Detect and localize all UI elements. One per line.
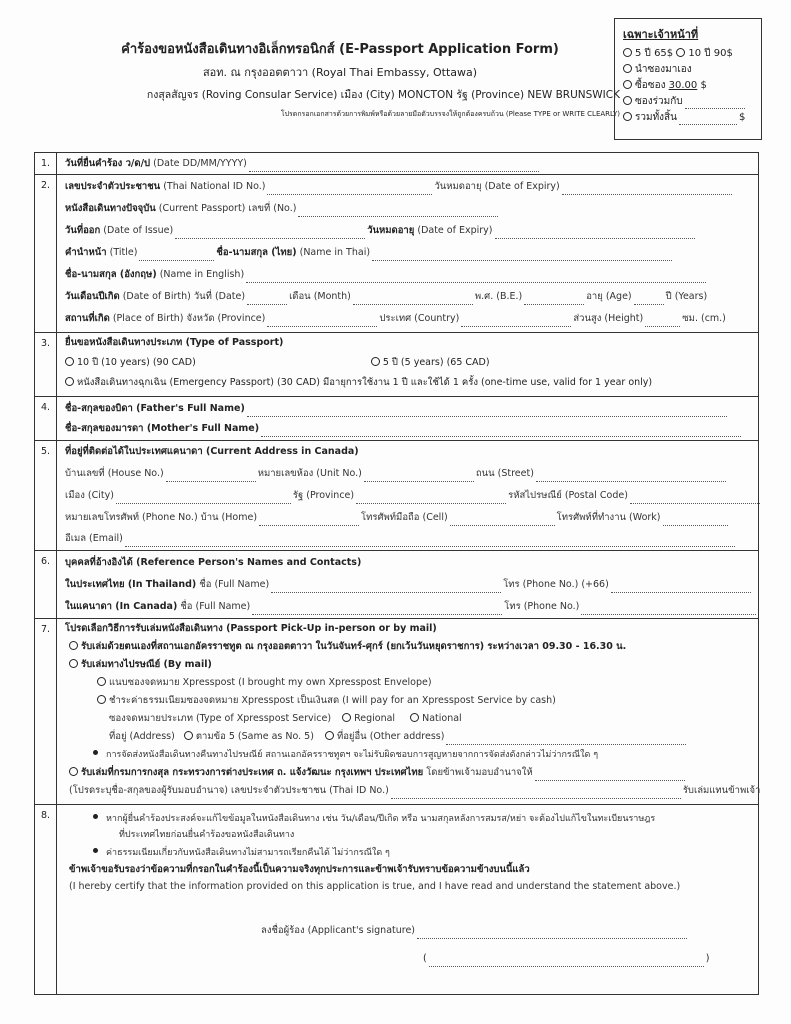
signature-label: ลงชื่อผู้ร้อง (Applicant's signature) bbox=[261, 925, 416, 936]
unit-field[interactable] bbox=[364, 470, 474, 482]
pay-xpresspost-label: ชำระค่าธรรมเนียมซองจดหมาย Xpresspost เป็นเงินสด (I will pay for an Xpresspost Service by cash) bbox=[109, 695, 556, 706]
height-field[interactable] bbox=[645, 315, 680, 327]
total-unit: $ bbox=[739, 112, 746, 123]
dob-day-field[interactable] bbox=[247, 293, 287, 305]
application-form bbox=[34, 152, 759, 995]
pay-xpresspost-radio[interactable] bbox=[97, 695, 106, 704]
own-envelope-radio[interactable] bbox=[623, 64, 632, 73]
mail-disclaimer: การจัดส่งหนังสือเดินทางคืนทางไปรษณีย์ สถานเอกอัครราชทูตฯ จะไม่รับผิดชอบการสูญหายจากการจัดส่งดังกล่าวไม่ว่ากรณีใด ๆ bbox=[106, 750, 599, 760]
passport-expiry-label: วันหมดอายุ bbox=[367, 225, 415, 236]
province-field[interactable] bbox=[356, 492, 506, 504]
house-field[interactable] bbox=[166, 470, 256, 482]
note-1: หากผู้ยื่นคำร้องประสงค์จะแก้ไขข้อมูลในหนังสือเดินทาง เช่น วัน/เดือน/ปีเกิด หรือ นามสกุลหลังการสมรส/หย่า จะต้องไปแก้ไขในทะเบียนราษฎร bbox=[106, 814, 656, 824]
buy-envelope-radio[interactable] bbox=[623, 80, 632, 89]
issue-date-en: (Date of Issue) bbox=[103, 225, 174, 236]
title-label: คำนำหน้า bbox=[65, 247, 107, 258]
type-emergency-radio[interactable] bbox=[65, 377, 74, 386]
buy-envelope-amount: 30.00 bbox=[668, 80, 698, 91]
application-date-label: วันที่ยื่นคำร้อง ว/ด/ป bbox=[65, 158, 151, 169]
dob-year-field[interactable] bbox=[524, 293, 584, 305]
national-id-label: เลขประจำตัวประชาชน bbox=[65, 181, 161, 192]
printed-name-field[interactable] bbox=[429, 955, 704, 967]
other-address-field[interactable] bbox=[446, 733, 686, 745]
name-english-label: ชื่อ-นามสกุล (อังกฤษ) bbox=[65, 269, 157, 280]
years-label: ปี (Years) bbox=[665, 291, 708, 302]
name-english-field[interactable] bbox=[246, 271, 706, 283]
own-xpresspost-label: แนบซองจดหมาย Xpresspost (I brought my own Xpresspost Envelope) bbox=[109, 677, 432, 688]
buy-envelope-unit: $ bbox=[700, 80, 707, 91]
home-phone-field[interactable] bbox=[259, 514, 359, 526]
bullet-icon bbox=[93, 814, 98, 819]
national-id-field[interactable] bbox=[267, 183, 432, 195]
ref-canada-name-field[interactable] bbox=[252, 603, 502, 615]
bullet-icon bbox=[93, 750, 98, 755]
ref-canada-phone-label: โทร (Phone No.) bbox=[504, 601, 580, 612]
reference-label: บุคคลที่อ้างอิงได้ (Reference Person's Names and Contacts) bbox=[65, 557, 362, 568]
street-field[interactable] bbox=[536, 470, 726, 482]
name-thai-en: (Name in Thai) bbox=[299, 247, 371, 258]
country-field[interactable] bbox=[461, 315, 571, 327]
type-10yr-radio[interactable] bbox=[65, 357, 74, 366]
national-label: National bbox=[422, 713, 462, 724]
shared-envelope-radio[interactable] bbox=[623, 96, 632, 105]
current-passport-en: (Current Passport) เลขที่ (No.) bbox=[158, 203, 297, 214]
dob-month-label: เดือน (Month) bbox=[289, 291, 351, 302]
ref-thailand-name-label: ชื่อ (Full Name) bbox=[199, 579, 270, 590]
section-2 bbox=[35, 175, 758, 333]
dob-label: วันเดือนปีเกิด bbox=[65, 291, 120, 302]
fee-5yr-radio[interactable] bbox=[623, 48, 632, 57]
father-name-label: ชื่อ-สกุลของบิดา (Father's Full Name) bbox=[65, 403, 245, 414]
office-use-heading: เฉพาะเจ้าหน้าที่ bbox=[623, 28, 699, 41]
title-en: (Title) bbox=[109, 247, 138, 258]
home-phone-label: หมายเลขโทรศัพท์ (Phone No.) บ้าน (Home) bbox=[65, 512, 258, 523]
form-header bbox=[60, 38, 620, 120]
shared-envelope-label: ซองร่วมกับ bbox=[635, 96, 683, 107]
fill-instruction: โปรดกรอกเอกสารด้วยการพิมพ์หรือด้วยลายมือตัวบรรจงให้ถูกต้องครบถ้วน (Please TYPE or WRITE CLEARLY) bbox=[280, 110, 620, 118]
bullet-icon bbox=[93, 848, 98, 853]
own-xpresspost-radio[interactable] bbox=[97, 677, 106, 686]
proxy-pickup-label: รับเล่มแทนข้าพเจ้า bbox=[682, 785, 761, 796]
passport-expiry-field[interactable] bbox=[495, 227, 695, 239]
cell-label: โทรศัพท์มือถือ (Cell) bbox=[361, 512, 448, 523]
ref-thailand-phone-label: โทร (Phone No.) (+66) bbox=[503, 579, 609, 590]
total-field[interactable] bbox=[679, 113, 737, 125]
total-label: รวมทั้งสิ้น bbox=[635, 112, 677, 123]
type-5yr-radio[interactable] bbox=[371, 357, 380, 366]
fee-5yr-label: 5 ปี 65$ bbox=[635, 48, 674, 59]
dob-year-label: พ.ศ. (B.E.) bbox=[474, 291, 523, 302]
province-label: รัฐ (Province) bbox=[292, 490, 355, 501]
same-address-label: ตามข้อ 5 (Same as No. 5) bbox=[195, 731, 314, 742]
type-5yr-label: 5 ปี (5 years) (65 CAD) bbox=[382, 357, 490, 368]
email-field[interactable] bbox=[125, 535, 735, 547]
section-8: 8. หากผู้ยื่นคำร้องประสงค์จะแก้ไขข้อมูลในหนังสือเดินทาง เช่น วัน/เดือน/ปีเกิด หรือ นามสกุลหลังการสมรส/หย่า จะต้องไปแก้ไขในทะเบียนราษฎร ที่ประเทศไทยก่อนยื่นคำร้องขอหนังสือเดินทาง ค่าธรรมเนียมเกี่ยวกับหนังสือเดินทางไม่สามารถเรียกคืนได้ ไม่ว่ากรณีใด ๆ ข้าพเจ้าขอรับรองว่าข้อความที่กรอกในคำร้องนี้เป็นความจริงทุกประการและข้าพเจ้ารับทราบข้อความข้างบนนี้แล้ว (I hereby certify that the information provided on this application is true, and I have read and understand the statement above.) ลงชื่อผู้ร้อง (Applicant's signature) ( ) bbox=[35, 805, 758, 994]
work-phone-field[interactable] bbox=[663, 514, 728, 526]
age-field[interactable] bbox=[634, 293, 664, 305]
section-number: 5. bbox=[35, 441, 57, 550]
section-number: 3. bbox=[35, 333, 57, 396]
section-number: 7. bbox=[35, 619, 57, 804]
name-english-en: (Name in English) bbox=[159, 269, 245, 280]
buy-envelope-label: ซื้อซอง bbox=[635, 80, 666, 91]
section-number: 8. bbox=[35, 805, 57, 994]
proxy-id-label: (โปรดระบุชื่อ-สกุลของผู้รับมอบอำนาจ) เลขประจำตัวประชาชน (Thai ID No.) bbox=[69, 785, 389, 796]
pob-province-field[interactable] bbox=[267, 315, 377, 327]
env-type-label: ซองจดหมายประเภท (Type of Xpresspost Service) bbox=[109, 713, 332, 724]
age-label: อายุ (Age) bbox=[586, 291, 632, 302]
fee-10yr-label: 10 ปี 90$ bbox=[688, 48, 733, 59]
email-label: อีเมล (Email) bbox=[65, 533, 123, 544]
section-5 bbox=[35, 441, 758, 551]
mother-name-field[interactable] bbox=[261, 425, 741, 437]
cell-field[interactable] bbox=[450, 514, 555, 526]
embassy-name: สอท. ณ กรุงออตตาวา (Royal Thai Embassy, Ottawa) bbox=[202, 66, 478, 79]
fee-10yr-radio[interactable] bbox=[676, 48, 685, 57]
issue-date-label: วันที่ออก bbox=[65, 225, 101, 236]
id-expiry-field[interactable] bbox=[562, 183, 732, 195]
name-thai-field[interactable] bbox=[372, 249, 672, 261]
certify-thai: ข้าพเจ้าขอรับรองว่าข้อความที่กรอกในคำร้องนี้เป็นความจริงทุกประการและข้าพเจ้ารับทราบข้อความข้างบนนี้แล้ว bbox=[69, 864, 530, 875]
section-number: 2. bbox=[35, 175, 57, 332]
regional-label: Regional bbox=[354, 713, 396, 724]
dob-en: (Date of Birth) วันที่ (Date) bbox=[122, 291, 246, 302]
issue-date-field[interactable] bbox=[175, 227, 365, 239]
proxy-name-field[interactable] bbox=[535, 769, 685, 781]
cm-label: ซม. (cm.) bbox=[682, 313, 726, 324]
other-address-label: ที่อยู่อื่น (Other address) bbox=[336, 731, 445, 742]
type-10yr-label: 10 ปี (10 years) (90 CAD) bbox=[77, 357, 196, 368]
application-date-field[interactable] bbox=[249, 160, 539, 172]
total-radio[interactable] bbox=[623, 112, 632, 121]
type-emergency-label: หนังสือเดินทางฉุกเฉิน (Emergency Passport) (30 CAD) มีอายุการใช้งาน 1 ปี และใช้ได้ 1 ครั้ง (one-time use, valid for 1 year only) bbox=[77, 377, 653, 388]
section-number: 4. bbox=[35, 397, 57, 440]
office-use-box bbox=[614, 18, 762, 140]
pickup-mail-label: รับเล่มทางไปรษณีย์ (By mail) bbox=[81, 659, 212, 670]
application-date-en: (Date DD/MM/YYYY) bbox=[153, 158, 247, 169]
height-label: ส่วนสูง (Height) bbox=[573, 313, 644, 324]
current-passport-field[interactable] bbox=[298, 205, 498, 217]
pob-label: สถานที่เกิด bbox=[65, 313, 110, 324]
note-1-cont: ที่ประเทศไทยก่อนยื่นคำร้องขอหนังสือเดินทาง bbox=[119, 830, 295, 840]
section-4 bbox=[35, 397, 758, 441]
ref-canada-phone-field[interactable] bbox=[581, 603, 756, 615]
national-id-en: (Thai National ID No.) bbox=[163, 181, 266, 192]
city-label: เมือง (City) bbox=[65, 490, 114, 501]
mail-address-label: ที่อยู่ (Address) bbox=[109, 731, 175, 742]
national-radio[interactable] bbox=[410, 713, 419, 722]
section-7 bbox=[35, 619, 761, 805]
country-label: ประเทศ (Country) bbox=[379, 313, 460, 324]
pickup-label: โปรดเลือกวิธีการรับเล่มหนังสือเดินทาง (Passport Pick-Up in-person or by mail) bbox=[65, 623, 437, 634]
regional-radio[interactable] bbox=[342, 713, 351, 722]
name-thai-label: ชื่อ-นามสกุล (ไทย) bbox=[216, 247, 297, 258]
signature-field[interactable] bbox=[417, 927, 687, 939]
section-1 bbox=[35, 153, 758, 175]
address-label: ที่อยู่ที่ติดต่อได้ในประเทศแคนาดา (Current Address in Canada) bbox=[65, 446, 359, 457]
ref-canada-label: ในแคนาดา (In Canada) bbox=[65, 601, 178, 612]
section-6 bbox=[35, 551, 758, 619]
pickup-mail-radio[interactable] bbox=[69, 659, 78, 668]
street-label: ถนน (Street) bbox=[475, 468, 534, 479]
ref-thailand-label: ในประเทศไทย (In Thailand) bbox=[65, 579, 197, 590]
section-number: 1. bbox=[35, 153, 57, 174]
ref-thailand-name-field[interactable] bbox=[271, 581, 501, 593]
form-title: คำร้องขอหนังสือเดินทางอิเล็กทรอนิกส์ (E-Passport Application Form) bbox=[121, 42, 559, 57]
section-3 bbox=[35, 333, 758, 397]
certify-english: (I hereby certify that the information provided on this application is true, and I have read and understand the statement above.) bbox=[69, 881, 681, 892]
shared-envelope-field[interactable] bbox=[685, 97, 745, 109]
unit-label: หมายเลขห้อง (Unit No.) bbox=[257, 468, 362, 479]
ref-thailand-phone-field[interactable] bbox=[611, 581, 751, 593]
pickup-inperson-radio[interactable] bbox=[69, 641, 78, 650]
postal-label: รหัสไปรษณีย์ (Postal Code) bbox=[508, 490, 628, 501]
pickup-bangkok-radio[interactable] bbox=[69, 767, 78, 776]
other-address-radio[interactable] bbox=[325, 731, 334, 740]
proxy-id-field[interactable] bbox=[391, 787, 681, 799]
roving-service: กงสุลสัญจร (Roving Consular Service) เมือง (City) MONCTON รัฐ (Province) NEW BRUNSWICK bbox=[146, 89, 620, 101]
passport-expiry-en: (Date of Expiry) bbox=[417, 225, 493, 236]
same-address-radio[interactable] bbox=[184, 731, 193, 740]
passport-type-label: ยื่นขอหนังสือเดินทางประเภท (Type of Passport) bbox=[65, 337, 284, 348]
pob-en: (Place of Birth) จังหวัด (Province) bbox=[112, 313, 266, 324]
father-name-field[interactable] bbox=[247, 405, 727, 417]
own-envelope-label: นำซองมาเอง bbox=[635, 64, 692, 75]
note-2: ค่าธรรมเนียมเกี่ยวกับหนังสือเดินทางไม่สามารถเรียกคืนได้ ไม่ว่ากรณีใด ๆ bbox=[106, 848, 390, 858]
work-phone-label: โทรศัพท์ที่ทำงาน (Work) bbox=[556, 512, 661, 523]
mother-name-label: ชื่อ-สกุลของมารดา (Mother's Full Name) bbox=[65, 423, 260, 434]
section-number: 6. bbox=[35, 551, 57, 618]
house-label: บ้านเลขที่ (House No.) bbox=[65, 468, 164, 479]
pickup-bangkok-label: รับเล่มที่กรมการกงสุล กระทรวงการต่างประเทศ ถ. แจ้งวัฒนะ กรุงเทพฯ ประเทศไทย bbox=[81, 767, 424, 778]
postal-field[interactable] bbox=[630, 492, 760, 504]
city-field[interactable] bbox=[116, 492, 291, 504]
id-expiry-label: วันหมดอายุ (Date of Expiry) bbox=[434, 181, 560, 192]
ref-canada-name-label: ชื่อ (Full Name) bbox=[180, 601, 251, 612]
proxy-authorize-label: โดยข้าพเจ้ามอบอำนาจให้ bbox=[426, 767, 533, 778]
current-passport-label: หนังสือเดินทางปัจจุบัน bbox=[65, 203, 156, 214]
dob-month-field[interactable] bbox=[353, 293, 473, 305]
pickup-inperson-label: รับเล่มด้วยตนเองที่สถานเอกอัครราชทูต ณ กรุงออตตาวา ในวันจันทร์-ศุกร์ (ยกเว้นวันหยุดราชการ) ระหว่างเวลา 09.30 - 16.30 น. bbox=[81, 641, 627, 652]
title-field[interactable] bbox=[139, 249, 214, 261]
